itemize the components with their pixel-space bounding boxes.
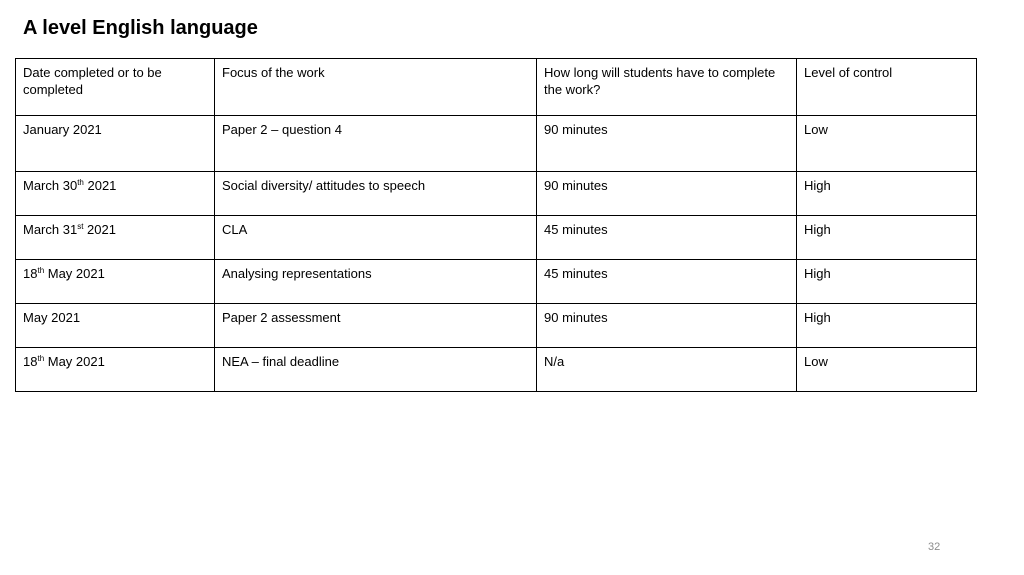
table-header-row (16, 59, 977, 116)
date-ordinal-suffix: th (37, 354, 45, 363)
cell-date: January 2021 (16, 116, 215, 172)
cell-date (16, 216, 215, 260)
cell-date (16, 348, 215, 392)
table-row (16, 216, 977, 260)
cell-duration: 45 minutes (537, 260, 797, 304)
header-control: Level of control (797, 59, 977, 116)
header-date: Date completed or to be completed (16, 59, 215, 116)
cell-date: May 2021 (16, 304, 215, 348)
cell-focus: NEA – final deadline (215, 348, 537, 392)
cell-focus: Paper 2 – question 4 (215, 116, 537, 172)
date-day: March 30 (23, 178, 78, 193)
cell-duration: 90 minutes (537, 116, 797, 172)
cell-control: High (797, 304, 977, 348)
table-row (16, 304, 977, 348)
cell-focus: Social diversity/ attitudes to speech (215, 172, 537, 216)
cell-control: Low (797, 348, 977, 392)
date-day: 18 (23, 266, 38, 281)
cell-focus: CLA (215, 216, 537, 260)
date-day: 18 (23, 354, 38, 369)
cell-duration: 90 minutes (537, 172, 797, 216)
cell-control: Low (797, 116, 977, 172)
date-rest: May 2021 (44, 354, 105, 369)
cell-focus: Paper 2 assessment (215, 304, 537, 348)
cell-control: High (797, 172, 977, 216)
date-rest: 2021 (83, 222, 116, 237)
table-row (16, 260, 977, 304)
cell-duration: 45 minutes (537, 216, 797, 260)
date-day: March 31 (23, 222, 78, 237)
cell-date (16, 260, 215, 304)
date-ordinal-suffix: th (37, 266, 45, 275)
table-row (16, 116, 977, 172)
cell-control: High (797, 216, 977, 260)
cell-duration: 90 minutes (537, 304, 797, 348)
cell-focus: Analysing representations (215, 260, 537, 304)
date-ordinal-suffix: st (77, 222, 84, 231)
cell-control: High (797, 260, 977, 304)
cell-duration: N/a (537, 348, 797, 392)
cell-date (16, 172, 215, 216)
header-duration: How long will students have to complete the work? (537, 59, 797, 116)
date-rest: May 2021 (44, 266, 105, 281)
date-ordinal-suffix: th (77, 178, 84, 187)
page-number: 32 (928, 541, 941, 553)
table-row (16, 348, 977, 392)
date-rest: 2021 (83, 178, 117, 193)
header-focus: Focus of the work (215, 59, 537, 116)
page-title: A level English language (23, 17, 258, 39)
table-row (16, 172, 977, 216)
assessment-schedule-table (15, 58, 977, 392)
